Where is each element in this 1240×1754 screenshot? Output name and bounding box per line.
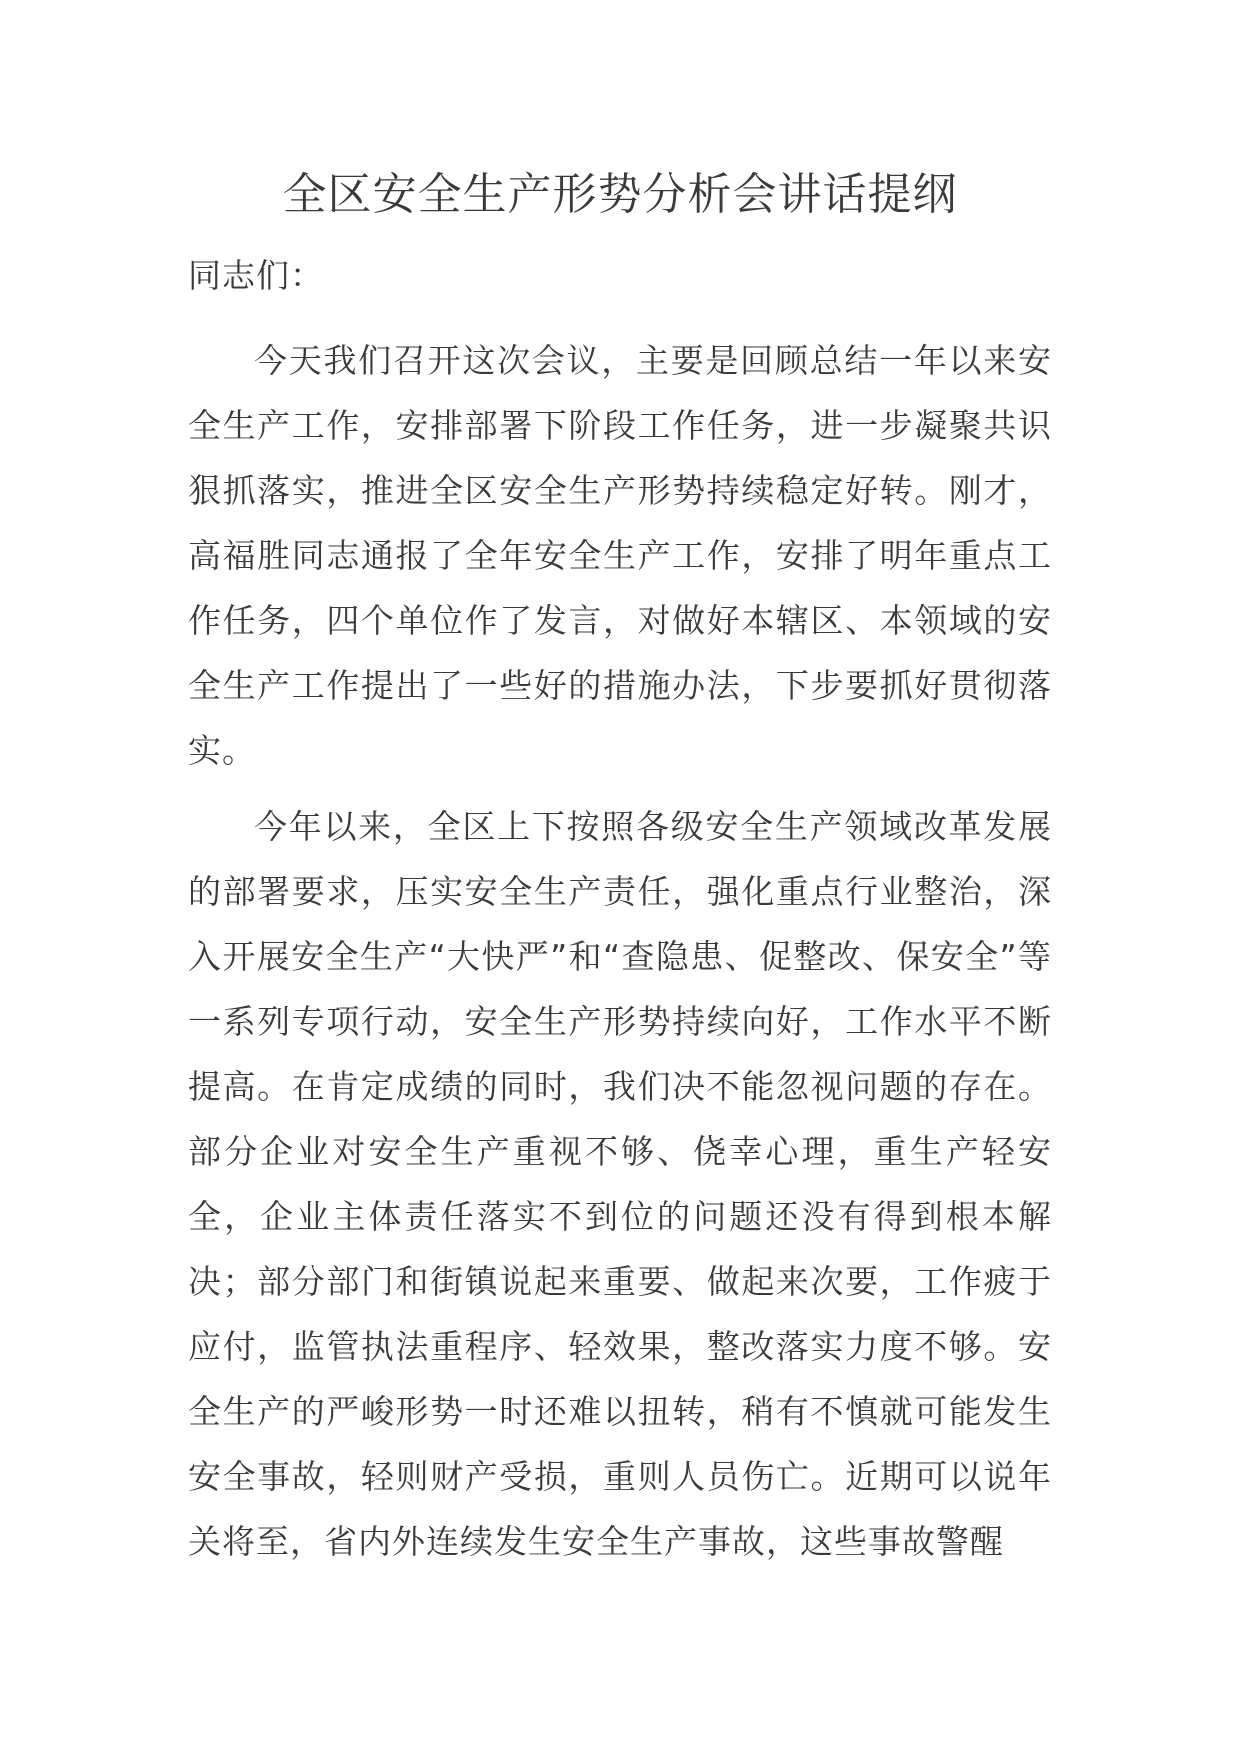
paragraph-1: 今天我们召开这次会议，主要是回顾总结一年以来安全生产工作，安排部署下阶段工作任务，进一步凝聚共识狠抓落实，推进全区安全生产形势持续稳定好转。刚才，高福胜同志通报了全年安全生产工作，安排了明年重点工作任务，四个单位作了发言，对做好本辖区、本领域的安全生产工作提出了一些好的措施办法，下步要抓好贯彻落实。 <box>188 341 1052 770</box>
document-title: 全区安全生产形势分析会讲话提纲 <box>282 169 958 220</box>
paragraph-2: 今年以来，全区上下按照各级安全生产领域改革发展的部署要求，压实安全生产责任，强化重点行业整治，深入开展安全生产“大快严”和“查隐患、促整改、保安全”等一系列专项行动，安全生产形势持续向好，工作水平不断提高。在肯定成绩的同时，我们决不能忽视问题的存在。部分企业对安全生产重视不够、侥幸心理，重生产轻安全，企业主体责任落实不到位的问题还没有得到根本解决；部分部门和街镇说起来重要、做起来次要，工作疲于应付，监管执法重程序、轻效果，整改落实力度不够。安全生产的严峻形势一时还难以扭转，稍有不慎就可能发生安全事故，轻则财产受损，重则人员伤亡。近期可以说年关将至，省内外连续发生安全生产事故，这些事故警醒 <box>188 807 1052 1561</box>
salutation: 同志们： <box>188 256 324 295</box>
